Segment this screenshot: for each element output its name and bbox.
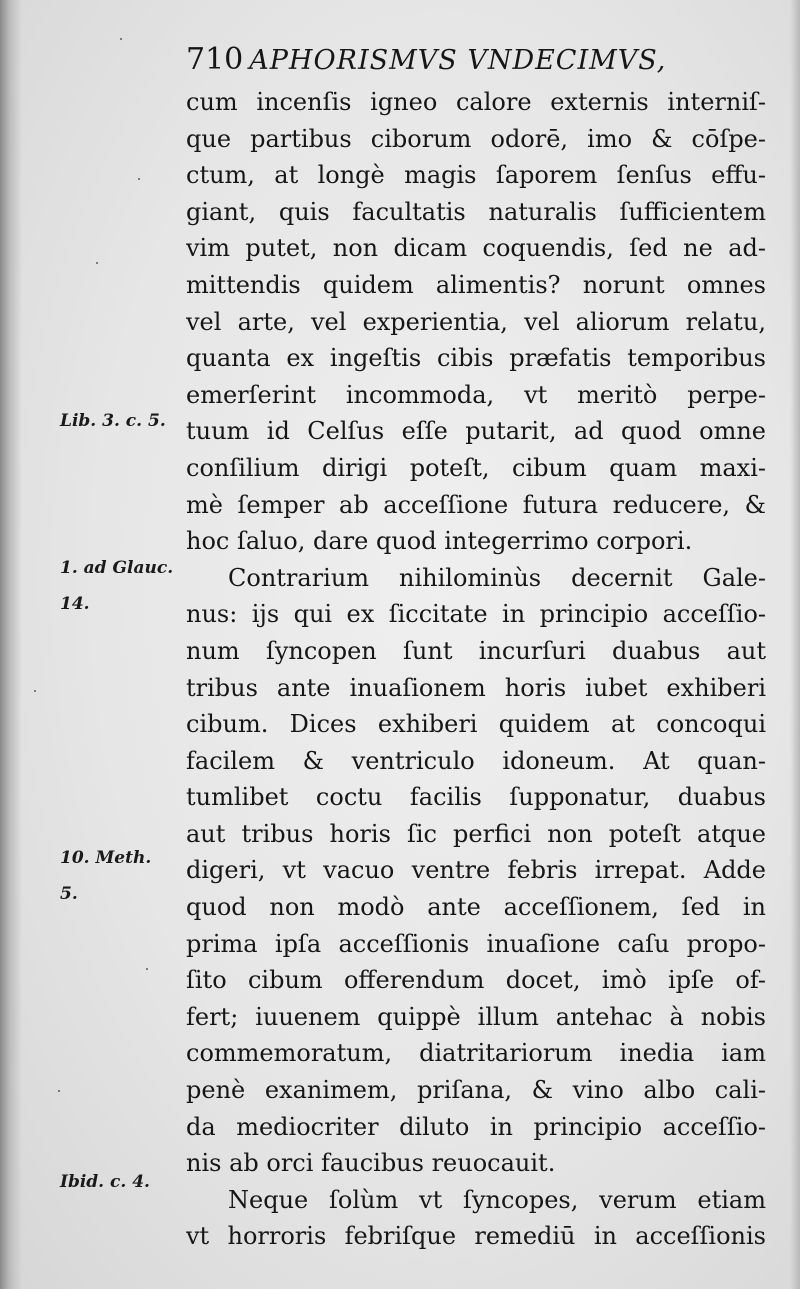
text-line: vel arte, vel experientia, vel aliorum relatu, bbox=[186, 307, 766, 336]
text-line: Neque ſolùm vt ſyncopes, verum etiam bbox=[228, 1185, 766, 1214]
text-line: penè exanimem, priſana, & vino albo cali- bbox=[186, 1076, 766, 1105]
margin-note: 10. Meth. bbox=[60, 848, 152, 868]
text-line: mittendis quidem alimentis? norunt omnes bbox=[186, 270, 766, 299]
text-line: digeri, vt vacuo ventre febris irrepat. Adde bbox=[186, 856, 766, 885]
margin-note: 14. bbox=[60, 594, 90, 614]
text-line: ctum, at longè magis ſaporem ſenſus effu- bbox=[186, 161, 766, 190]
paper-speck bbox=[96, 262, 98, 264]
text-line: facilem & ventriculo idoneum. At quan- bbox=[186, 746, 766, 775]
body-text bbox=[186, 84, 766, 1255]
text-line: tuum id Celſus eſſe putarit, ad quod omne bbox=[186, 417, 766, 446]
text-line: mè ſemper ab acceſſione futura reducere, & bbox=[186, 490, 766, 519]
text-line: conſilium dirigi poteſt, cibum quam maxi- bbox=[186, 453, 766, 482]
page-number: 710 bbox=[186, 42, 244, 77]
text-line: fert; iuuenem quippè illum antehac à nobis bbox=[186, 1002, 766, 1031]
text-line: tribus ante inuaſionem horis iubet exhiberi bbox=[186, 673, 766, 702]
text-line: da mediocriter diluto in principio acceſſio- bbox=[186, 1112, 766, 1141]
text-line: vim putet, non dicam coquendis, ſed ne ad- bbox=[186, 234, 766, 263]
text-line: que partibus ciborum odorē, imo & cōſpe- bbox=[186, 124, 766, 153]
text-line: tumlibet coctu facilis ſupponatur, duabus bbox=[186, 783, 766, 812]
running-header bbox=[186, 42, 766, 90]
gutter-shadow bbox=[0, 0, 22, 1289]
text-line: num ſyncopen ſunt incurſuri duabus aut bbox=[186, 636, 766, 665]
text-line: cibum. Dices exhiberi quidem at concoqui bbox=[186, 710, 766, 739]
text-line: giant, quis facultatis naturalis ſufficientem bbox=[186, 197, 766, 226]
margin-note: Lib. 3. c. 5. bbox=[60, 411, 166, 431]
text-line: cum incenſis igneo calore externis interniſ- bbox=[186, 88, 766, 116]
paper-speck bbox=[146, 968, 148, 970]
text-line: ſito cibum offerendum docet, imò ipſe of- bbox=[186, 966, 766, 995]
page-edge-shadow bbox=[790, 0, 800, 1289]
text-line: quanta ex ingeſtis cibis præfatis temporibus bbox=[186, 344, 766, 373]
text-line: quod non modò ante acceſſionem, ſed in bbox=[186, 893, 766, 922]
text-line: prima ipſa acceſſionis inuaſione caſu propo- bbox=[186, 929, 766, 958]
text-line: vt horroris febriſque remediū in acceſſionis bbox=[186, 1222, 766, 1251]
running-title: APHORISMVS VNDECIMVS, bbox=[249, 45, 667, 76]
margin-note: 1. ad Glauc. bbox=[60, 558, 174, 578]
paper-speck bbox=[120, 38, 122, 40]
text-line: aut tribus horis ſic perfici non poteſt atque bbox=[186, 819, 766, 848]
paper-speck bbox=[34, 690, 36, 692]
text-line: Contrarium nihilominùs decernit Gale- bbox=[228, 563, 766, 592]
text-line: hoc ſaluo, dare quod integerrimo corpori. bbox=[186, 527, 693, 556]
text-line: nus: ijs qui ex ſiccitate in principio acceſſio- bbox=[186, 600, 766, 629]
text-line: commemoratum, diatritariorum inedia iam bbox=[186, 1039, 766, 1068]
margin-note: 5. bbox=[60, 884, 78, 904]
margin-note: Ibid. c. 4. bbox=[60, 1172, 150, 1192]
text-line: nis ab orci faucibus reuocauit. bbox=[186, 1149, 556, 1178]
paper-speck bbox=[58, 1090, 60, 1092]
text-line: emerſerint incommoda, vt meritò perpe- bbox=[186, 380, 766, 409]
paper-speck bbox=[138, 178, 140, 180]
